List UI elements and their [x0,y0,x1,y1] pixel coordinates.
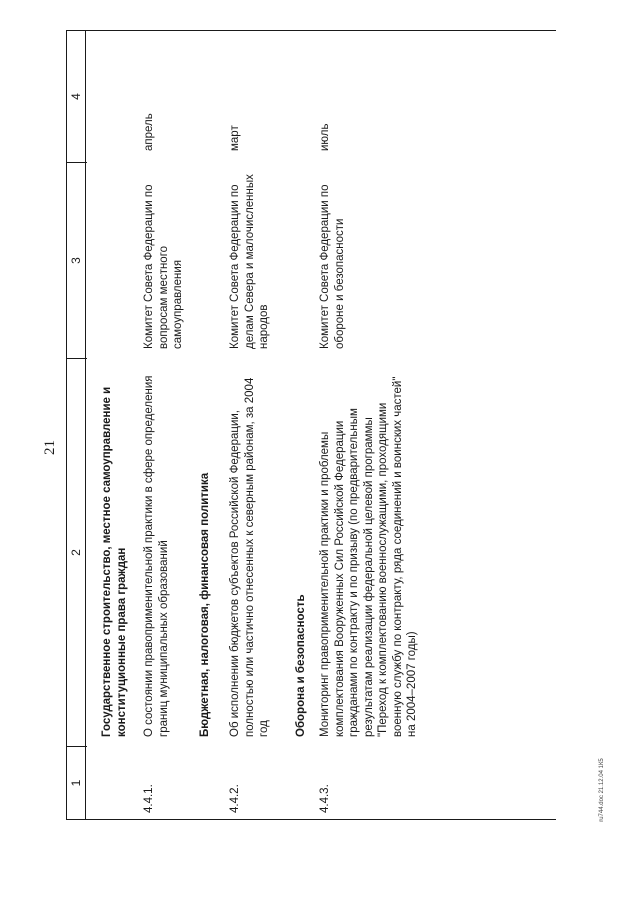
column-number-1: 1 [69,779,83,787]
row-committee: Комитет Совета Федерации по делам Севера и малочисленных народов [229,174,270,349]
row-month: март [229,125,241,151]
page-number: 21 [41,439,58,455]
row-title: О состоянии правоприменительной практики в сфере определения границ муниципальных образований [143,375,170,737]
row-title: Мониторинг правоприменительной практики и проблемы комплектования Вооруженных Сил Российской Федерации гражданами по контракту и по призыву (по предварительным результатам реализации федеральной целевой программы "Переход к комплектованию военнослужащими, проходящими военную службу по контракту, ряда соединений и воинских частей" на 2004–2007 годы) [319,376,418,737]
plan-table [66,30,556,820]
column-number-4: 4 [69,93,83,100]
column-number-3: 3 [69,257,83,264]
column-divider [67,162,87,163]
section-heading: Государственное строительство, местное самоуправление и конституционные права граждан [101,386,128,737]
row-number: 4.4.3. [319,784,331,813]
table-header-row [66,31,86,819]
section-heading: Оборона и безопасность [295,594,307,737]
footer-file-tag: ru744.doc 21.12.04 1К5 [599,758,605,822]
row-number: 4.4.1. [143,784,155,813]
row-month: июль [319,123,331,151]
column-divider [67,746,87,747]
row-number: 4.4.2. [229,784,241,813]
row-month: апрель [143,113,155,151]
row-title: Об исполнении бюджетов субъектов Российской Федерации, полностью или частично отнесенных к северным районам, за 2004 год [229,377,270,737]
column-number-2: 2 [69,549,83,556]
row-committee: Комитет Совета Федерации по обороне и безопасности [319,184,346,349]
section-heading: Бюджетная, налоговая, финансовая политика [199,472,211,737]
rotated-page-content [66,30,556,820]
column-divider [67,358,87,359]
row-committee: Комитет Совета Федерации по вопросам местного самоуправления [143,184,184,349]
